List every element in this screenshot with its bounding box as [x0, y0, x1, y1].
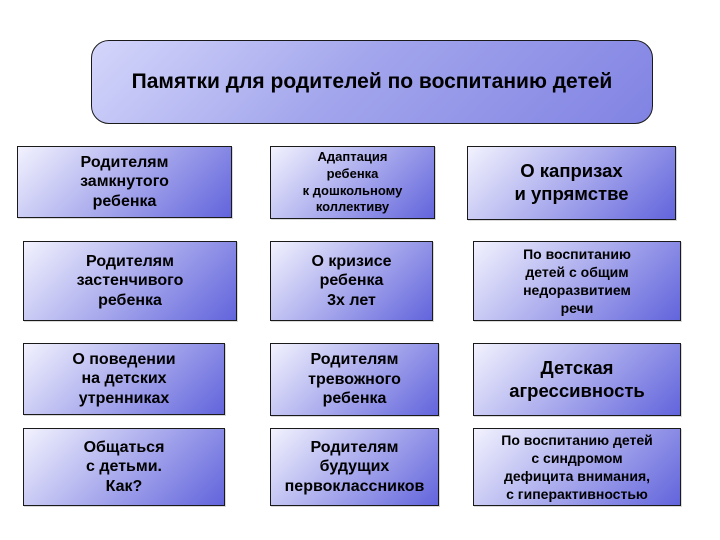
- card-child-aggression[interactable]: [473, 343, 681, 416]
- card-label: О кризисе ребенка 3х лет: [311, 252, 392, 309]
- card-whims-stubbornness[interactable]: [467, 146, 676, 220]
- card-anxious-child[interactable]: [270, 343, 439, 416]
- card-label: По воспитанию детей с синдромом дефицита внимания, с гиперактивностью: [501, 431, 653, 503]
- card-label: Родителям тревожного ребенка: [308, 351, 401, 408]
- card-label: Адаптация ребенка к дошкольному коллективу: [302, 148, 403, 215]
- title-box: [91, 40, 653, 124]
- card-adhd[interactable]: [473, 428, 681, 506]
- card-withdrawn-child[interactable]: [17, 146, 232, 218]
- card-label: Родителям застенчивого ребенка: [76, 252, 184, 309]
- card-label: Общаться с детьми. Как?: [83, 438, 165, 495]
- card-future-first-graders[interactable]: [270, 428, 439, 506]
- card-behavior-matinees[interactable]: [23, 343, 225, 415]
- card-three-year-crisis[interactable]: [270, 241, 433, 321]
- card-communicating-with-children[interactable]: [23, 428, 225, 506]
- card-label: Родителям замкнутого ребенка: [80, 153, 169, 210]
- card-label: По воспитанию детей с общим недоразвитием речи: [523, 245, 631, 317]
- card-shy-child[interactable]: [23, 241, 237, 321]
- card-label: О капризах и упрямстве: [514, 160, 629, 204]
- card-adaptation[interactable]: [270, 146, 435, 219]
- card-label: О поведении на детских утренниках: [72, 350, 176, 407]
- page-title: Памятки для родителей по воспитанию детей: [131, 70, 613, 93]
- card-label: Детская агрессивность: [509, 356, 645, 401]
- card-label: Родителям будущих первоклассников: [284, 438, 425, 495]
- card-speech-underdevelopment[interactable]: [473, 241, 681, 321]
